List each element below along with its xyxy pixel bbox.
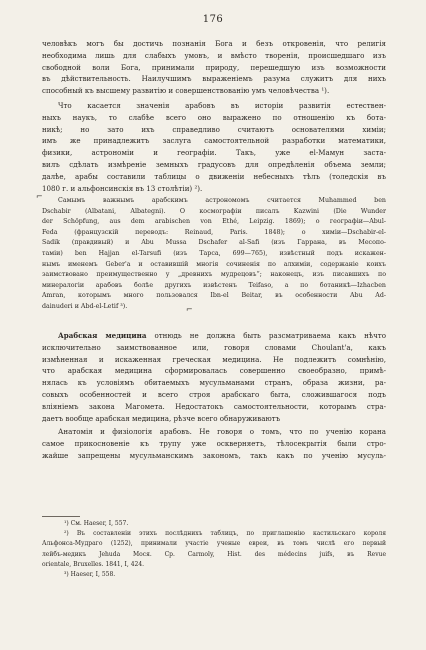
paragraph-4 (42, 330, 386, 424)
margin-bracket-mark: ⌐ (36, 192, 43, 201)
text-line: der Schöpfung, aus dem arabischen von Ethé, Leipzig. 1869); о географіи—Abul- (42, 218, 386, 226)
text-line: ныхъ наукъ, то слабѣе всего оно выражено по отношенію къ бота- (42, 112, 386, 122)
text-line: свободной воли Бога, принимали природу, перешедшую изъ возможности (42, 62, 386, 72)
text-span: отнюдь не должна быть разсматриваема какъ нѣчто (154, 331, 386, 340)
text-line: Анатомія и физіологія арабовъ. Не говоря о томъ, что по ученію корана (58, 427, 386, 436)
text-line: физики, астрономіи и географіи. Такъ, уже el-Мамун заста- (42, 148, 386, 158)
footnote: ¹) См. Haeser, I, 557. (64, 520, 129, 527)
paragraph-2 (42, 100, 386, 194)
text-line (42, 330, 386, 342)
text-line: Feda (французскій переводъ: Reinaud, Paris. 1848); о химіи—Dschabir-el- (42, 228, 386, 236)
text-line: имъ же принадлежитъ заслуга самостоятельной разработки математики, (42, 136, 386, 146)
section-heading: Арабская медицина (58, 331, 147, 340)
text-line: даетъ вообще арабская медицина, рѣзче всего обнаруживаютъ (42, 413, 281, 423)
footnote: ³) Haeser, I, 558. (64, 571, 116, 579)
text-line: Что касается значенія арабовъ въ исторіи развитія естествен- (58, 101, 386, 110)
text-line: вліяніемъ закона Магомета. Недостатокъ самостоятельности, которымъ стра- (42, 401, 386, 411)
page-number: 176 (202, 14, 224, 25)
text-line: жайше запрещены мусульманскимъ закономъ, такъ какъ по ученію мусуль- (42, 450, 386, 460)
text-line: Sadik (правдивый) и Abu Mussa Dschafer al-Safi (изъ Гаррана, въ Месопо- (42, 239, 386, 247)
text-line: нымъ именемъ Geber'a и оставившій многія сочиненія по алхиміи, содержаніе коихъ (42, 260, 386, 268)
footnote: ²) Въ составленіи этихъ послѣднихъ таблицъ, по приглашенію кастильскаго короля (64, 530, 386, 538)
paragraph-5 (42, 426, 386, 461)
text-line: таміи) ben Hajjan el-Tarsufi (изъ Тарса, 699—765), извѣстный подъ искажен- (42, 249, 386, 257)
text-line: необходима лишь для слабыхъ умовъ, и вмѣсто творенія, происшедшаго изъ (42, 50, 386, 60)
text-line: исключительно заимствованное или, говоря словами Choulant'a, какъ (42, 342, 386, 352)
text-line: Amran, которымъ много пользовался Ibn-el Beitar, въ особенности Abu Ad- (42, 292, 386, 300)
footnote: лейбъ-медикъ Jehuda Мося. Ср. Carmoly, Hist. des médecins juifs, въ Revue (42, 550, 386, 558)
text-line: dainuderi и Abd-el-Letif ³). (42, 302, 128, 310)
footnotes (42, 519, 386, 580)
text-line: совыхъ особенностей и всего строя арабскаго быта, сложившагося подъ (42, 389, 386, 399)
text-line: минералогіи арабовъ болѣе другихъ извѣстенъ Teifaso, а по ботаникѣ—Izhaсben (42, 281, 386, 289)
footnote: Альфонса-Мудраго (1252), принимали участіе ученые евреи, въ томъ числѣ его первый (42, 540, 386, 548)
margin-bracket-mark: ⌐ (186, 305, 193, 314)
text-line: способный къ высшему развитію и совершенствованію умъ человѣчества ¹). (42, 86, 330, 96)
text-line: Самымъ важнымъ арабскимъ астрономомъ считается Muhammed ben (58, 197, 386, 204)
footnote-divider (42, 516, 80, 517)
text-line: Dschabir (Albatani, Albategni). О космографіи писалъ Kazwini (Die Wunder (42, 207, 386, 215)
paragraph-1 (42, 38, 386, 97)
paragraph-3-small-print (42, 196, 386, 313)
text-line: что арабская медицина сформировалась совершенно своеобразно, примѣ- (42, 366, 386, 376)
text-line: нялась къ условіямъ обитаемыхъ мусульманами странъ, образа жизни, ра- (42, 378, 386, 388)
text-line: измѣненная и искаженная греческая медицина. Не подлежитъ сомнѣнію, (42, 354, 386, 364)
text-line: никѣ; но зато ихъ справедливо считаютъ основателями химіи; (42, 124, 386, 134)
text-line: человѣкъ могъ бы достичь познанія Бога и безъ откровенія, что религія (42, 39, 386, 48)
text-line: вилъ сдѣлать измѣреніе земныхъ градусовъ для опредѣленія объема земли; (42, 159, 386, 169)
text-line: 1080 г. и альфонсинскія въ 13 столѣтіи) ²). (42, 183, 203, 193)
text-line: самое прикосновеніе къ трупу уже оскверняетъ, тѣлосекрытія были стро- (42, 438, 386, 448)
footnote: orientale, Bruxelles. 1841, I, 424. (42, 560, 145, 568)
text-line: далѣе, арабы составили таблицы о движеніи небесныхъ тѣлъ (толедскія въ (42, 171, 386, 181)
text-line: въ дѣйствительность. Наилучшимъ выраженіемъ разума служитъ для нихъ (42, 74, 386, 84)
text-line: заимствовано преимущественно у „древнихъ мудрецовъ“; наконецъ, изъ писавшихъ по (42, 271, 386, 279)
